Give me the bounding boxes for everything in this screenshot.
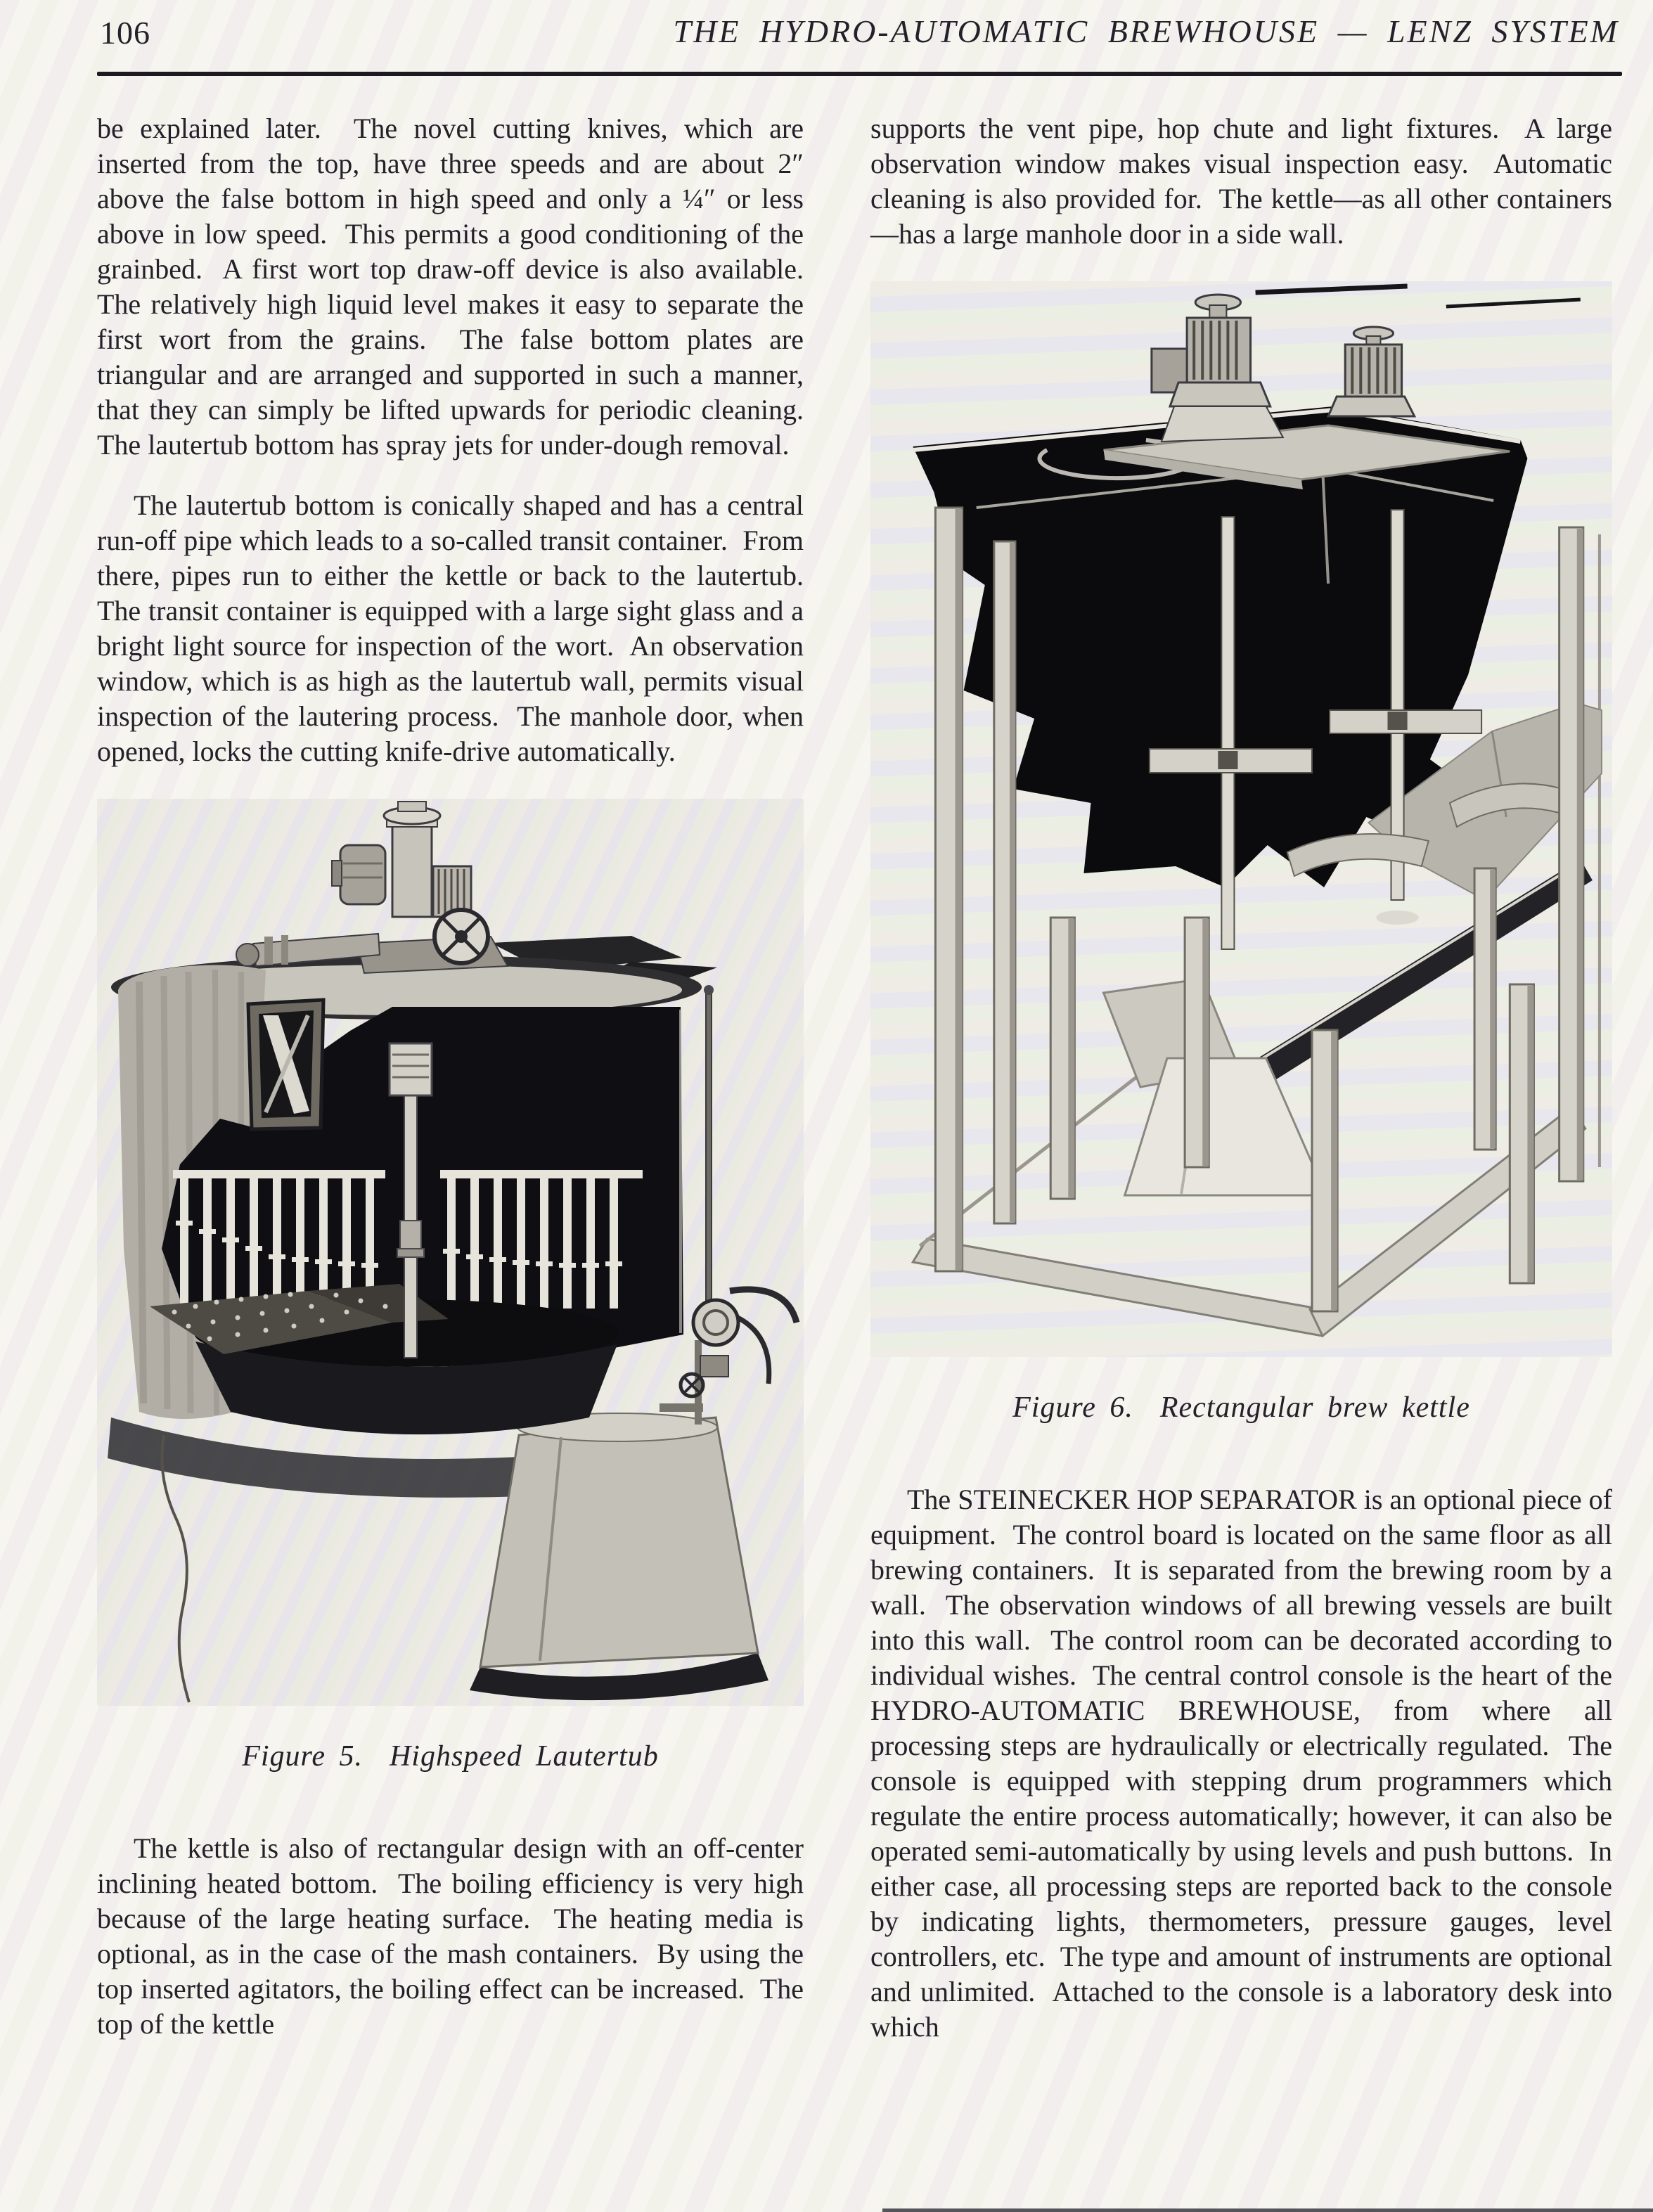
pedestal: [480, 1417, 758, 1667]
two-column-text: [97, 111, 1619, 2045]
paragraph-vent-pipe: supports the vent pipe, hop chute and light fixtures. A large observation window makes visual inspection easy. Automatic cleaning is also provided for. The kettle—as all other containers—has a large manhole door in a side wall.: [870, 112, 1619, 250]
sight-glass: [693, 1300, 738, 1345]
figure-6: [870, 281, 1612, 1425]
paragraph-lautertub-bottom: The lautertub bottom is conically shaped and has a central run-off pipe which leads to a so-called transit container. From there, pipes run to either the kettle or back to the lautertub. The transit container is equipped with a large sight glass and a bright light source for inspection of the wort. An observation window, which is as high as the lautertub wall, permits visual inspection of the lautering process. The manhole door, when opened, locks the cutting knife-drive automatically.: [97, 489, 818, 767]
figure-5-label: Figure 5.: [242, 1740, 363, 1773]
brew-kettle-photo: [870, 281, 1612, 1357]
outlet-cone: [1104, 979, 1327, 1195]
figure-6-title: Rectangular brew kettle: [1159, 1391, 1470, 1424]
figure-6-caption: [870, 1391, 1612, 1425]
left-column: [97, 111, 818, 2045]
lautertub-illustration: [97, 799, 804, 1706]
lautertub-photo: [97, 799, 804, 1706]
cutting-knives-right: [440, 1170, 643, 1308]
agitator-motor: [1152, 295, 1283, 442]
figure-5-title: Highspeed Lautertub: [389, 1740, 659, 1773]
agitator-motor: [1328, 327, 1415, 416]
motor-body: [340, 845, 385, 904]
observation-window: [248, 1000, 323, 1129]
figure-5: [97, 799, 804, 1773]
figure-5-caption: [97, 1740, 804, 1773]
paragraph-cutting-knives: be explained later. The novel cutting knives, which are inserted from the top, have three speeds and are about 2″ above the false bottom in high speed and only a ¼″ or less above in low speed. This permits a good conditioning of the grainbed. A first wort top draw-off device is also available. The relatively high liquid level makes it easy to separate the first wort from the grains. The false bottom plates are triangular and are arranged and supported in such a manner, that they can simply be lifted upwards for periodic cleaning. The lautertub bottom has spray jets for under-dough removal.: [97, 112, 818, 461]
paragraph-steinecker: The STEINECKER HOP SEPARATOR is an optional piece of equipment. The control board is located on the same floor as all brewing containers. It is separated from the brewing room by a wall. The observation windows of all brewing vessels are built into this wall. The control room can be decorated according to individual wishes. The central control console is the heart of the HYDRO-AUTOMATIC BREWHOUSE, from where all processing steps are hydraulically or electrically regulated. The console is equipped with stepping drum programmers which regulate the entire process automatically; however, it can also be operated semi-automatically by using levels and push buttons. In either case, all processing steps are reported back to the console by indicating lights, thermometers, pressure gauges, level controllers, etc. The type and amount of instruments are optional and unlimited. Attached to the console is a laboratory desk into which: [870, 1484, 1619, 2043]
right-column: [870, 111, 1619, 2045]
scan-artifact-line: [882, 2208, 1653, 2212]
page-number: 106: [100, 15, 150, 51]
running-title: THE HYDRO-AUTOMATIC BREWHOUSE — LENZ SYSTEM: [673, 13, 1619, 49]
header-rule: [97, 72, 1622, 76]
brew-kettle-illustration: [870, 281, 1612, 1357]
paragraph-kettle: The kettle is also of rectangular design with an off-center inclining heated bottom. The boiling efficiency is very high because of the large heating surface. The heating media is optional, as in the case of the mash containers. By using the top inserted agitators, the boiling effect can be increased. The top of the kettle: [97, 1832, 811, 2040]
knife-drive-motor: [236, 802, 508, 973]
drain-beam: [1223, 859, 1592, 1105]
figure-6-label: Figure 6.: [1012, 1391, 1133, 1424]
